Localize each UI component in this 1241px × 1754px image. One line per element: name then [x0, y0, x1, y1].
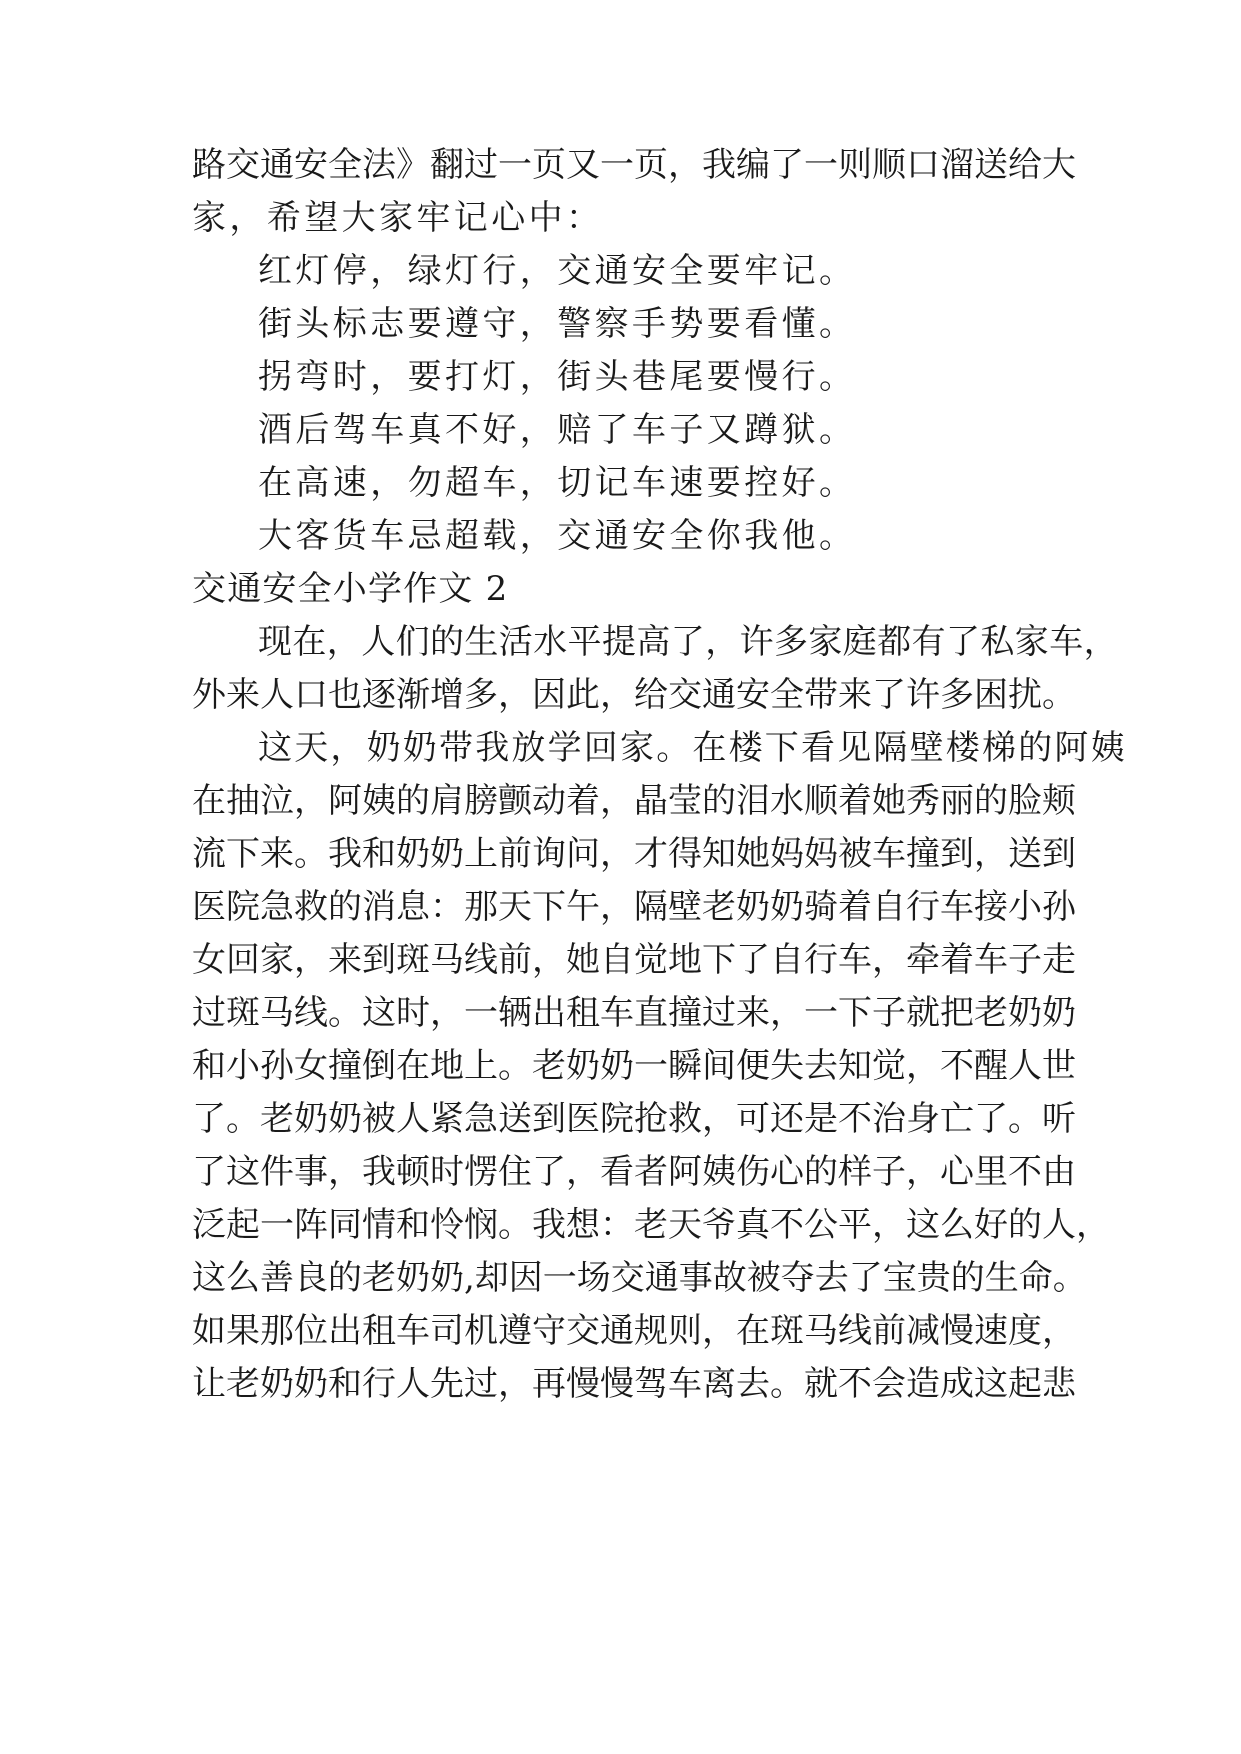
paragraph-line: 外来人口也逐渐增多，因此，给交通安全带来了许多困扰。	[192, 675, 1076, 715]
poem-line: 酒后驾车真不好，赔了车子又蹲狱。	[258, 410, 857, 450]
paragraph-line: 家，希望大家牢记心中：	[192, 198, 604, 238]
paragraph-line: 现在，人们的生活水平提高了，许多家庭都有了私家车，	[258, 622, 1118, 662]
paragraph-line: 这天，奶奶带我放学回家。在楼下看见隔壁楼梯的阿姨	[258, 728, 1127, 768]
paragraph-line: 路交通安全法》翻过一页又一页，我编了一则顺口溜送给大	[192, 145, 1076, 185]
paragraph-line: 了。老奶奶被人紧急送到医院抢救，可还是不治身亡了。听	[192, 1099, 1076, 1139]
paragraph-line: 在抽泣，阿姨的肩膀颤动着，晶莹的泪水顺着她秀丽的脸颊	[192, 781, 1076, 821]
paragraph-line: 泛起一阵同情和怜悯。我想：老天爷真不公平，这么好的人，	[192, 1205, 1110, 1245]
section-heading: 交通安全小学作文 2	[192, 569, 509, 609]
paragraph-line: 如果那位出租车司机遵守交通规则，在斑马线前减慢速度，	[192, 1311, 1076, 1351]
poem-line: 红灯停，绿灯行，交通安全要牢记。	[258, 251, 857, 291]
poem-line: 拐弯时，要打灯，街头巷尾要慢行。	[258, 357, 857, 397]
paragraph-line: 让老奶奶和行人先过，再慢慢驾车离去。就不会造成这起悲	[192, 1364, 1076, 1404]
paragraph-line: 了这件事，我顿时愣住了，看者阿姨伤心的样子，心里不由	[192, 1152, 1076, 1192]
paragraph-line: 流下来。我和奶奶上前询问，才得知她妈妈被车撞到，送到	[192, 834, 1076, 874]
paragraph-line: 这么善良的老奶奶,却因一场交通事故被夺去了宝贵的生命。	[192, 1258, 1087, 1298]
poem-line: 街头标志要遵守，警察手势要看懂。	[258, 304, 857, 344]
poem-line: 在高速，勿超车，切记车速要控好。	[258, 463, 857, 503]
paragraph-line: 过斑马线。这时，一辆出租车直撞过来，一下子就把老奶奶	[192, 993, 1076, 1033]
paragraph-line: 女回家，来到斑马线前，她自觉地下了自行车，牵着车子走	[192, 940, 1076, 980]
poem-line: 大客货车忌超载，交通安全你我他。	[258, 516, 857, 556]
paragraph-line: 和小孙女撞倒在地上。老奶奶一瞬间便失去知觉，不醒人世	[192, 1046, 1076, 1086]
paragraph-line: 医院急救的消息：那天下午，隔壁老奶奶骑着自行车接小孙	[192, 887, 1076, 927]
